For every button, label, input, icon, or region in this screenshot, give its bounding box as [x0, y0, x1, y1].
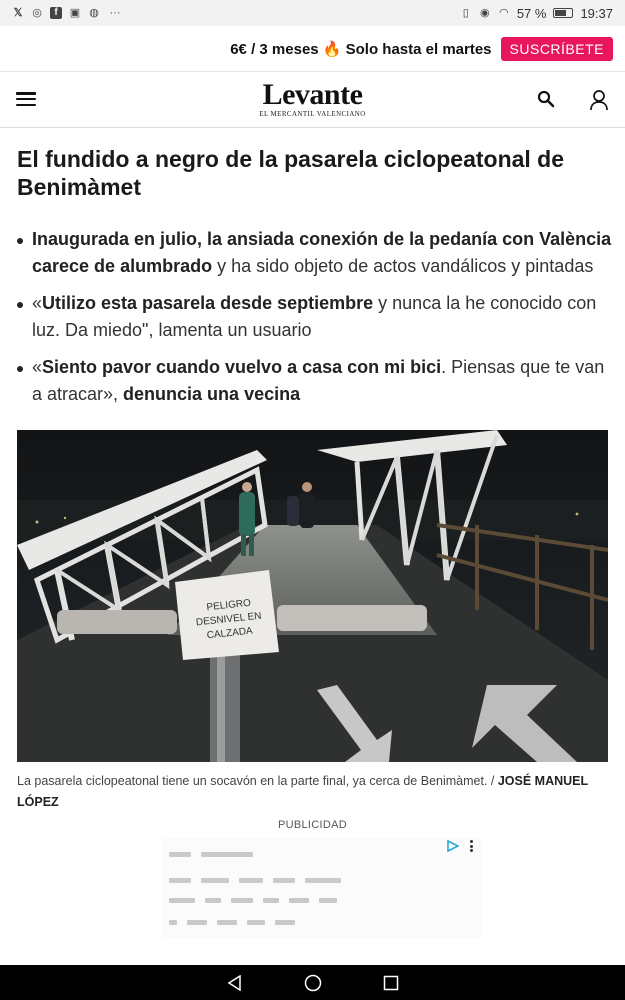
article-title: El fundido a negro de la pasarela ciclopeatonal de Benimàmet	[17, 146, 565, 200]
ad-logo-row	[169, 896, 475, 904]
battery-percent: 57 %	[516, 5, 547, 21]
highlight-bold-2: denuncia una vecina	[123, 384, 301, 404]
home-button[interactable]	[303, 973, 323, 993]
facebook-icon: f	[50, 7, 62, 19]
highlight-item	[17, 226, 612, 280]
site-logo[interactable]	[0, 80, 625, 118]
highlight-bold: Utilizo esta pasarela desde septiembre	[42, 293, 374, 313]
photo-sign-line-3: CALZADA	[206, 625, 254, 642]
status-bar	[0, 0, 625, 26]
clock: 19:37	[580, 5, 613, 21]
site-header	[0, 72, 625, 128]
x-app-icon: 𝕏	[13, 7, 23, 19]
ad-logo-row	[169, 850, 475, 858]
highlight-text: . Piensas que te van a atracar»,	[32, 357, 605, 404]
vibrate-icon: ▯	[462, 7, 469, 19]
promo-bar	[0, 26, 625, 72]
search-icon[interactable]	[537, 90, 555, 108]
system-icons	[460, 6, 613, 21]
notification-icons	[12, 7, 123, 19]
ad-logo-row	[169, 876, 475, 884]
photo-caption	[17, 771, 612, 813]
highlight-quote: «	[32, 293, 43, 313]
highlight-text: y ha sido objeto de actos vandálicos y pintadas	[212, 256, 594, 276]
highlight-bold: Siento pavor cuando vuelvo a casa con mi bici	[42, 357, 442, 377]
ad-label: PUBLICIDAD	[277, 819, 348, 831]
ad-banner[interactable]	[163, 838, 481, 938]
logo-subtitle: EL MERCANTIL VALENCIANO	[259, 110, 366, 118]
home-icon	[304, 974, 322, 992]
battery-icon	[553, 8, 573, 18]
logo-text: Levante	[262, 78, 363, 111]
photo-sign-line-1: PELIGRO	[206, 597, 252, 614]
subscribe-button[interactable]: SUSCRÍBETE	[501, 37, 613, 61]
user-icon[interactable]	[589, 89, 609, 111]
highlight-quote: «	[32, 357, 43, 377]
gallery-icon: ▣	[69, 7, 81, 19]
promo-text: 6€ / 3 meses 🔥 Solo hasta el martes	[230, 40, 492, 58]
back-icon	[227, 975, 243, 991]
back-button[interactable]	[225, 973, 245, 993]
highlight-text: y nunca la he conocido con luz. Da miedo", lamenta un usuario	[32, 293, 597, 340]
system-nav-bar	[0, 965, 625, 1000]
more-dots-icon: ···	[109, 7, 121, 19]
recents-button[interactable]	[381, 973, 401, 993]
highlight-item	[17, 354, 612, 408]
article-photo[interactable]	[17, 430, 608, 762]
caption-credit: JOSÉ MANUEL LÓPEZ	[17, 774, 588, 809]
alarm-icon: ◉	[480, 7, 490, 19]
app-icon: ◎	[32, 7, 42, 19]
highlight-item	[17, 290, 612, 344]
photo-sign-line-2: DESNIVEL EN	[195, 610, 263, 629]
caption-text: La pasarela ciclopeatonal tiene un socavón en la parte final, ya cerca de Benimàmet. /	[17, 774, 498, 788]
recents-icon	[383, 975, 399, 991]
ad-logo-row	[169, 918, 475, 926]
chat-icon: ◍	[89, 7, 99, 19]
wifi-icon: ◠	[499, 7, 509, 19]
article-highlights	[17, 226, 612, 418]
highlight-bold: Inaugurada en julio, la ansiada conexión de la pedanía con València carece de alumbrado	[32, 229, 612, 276]
